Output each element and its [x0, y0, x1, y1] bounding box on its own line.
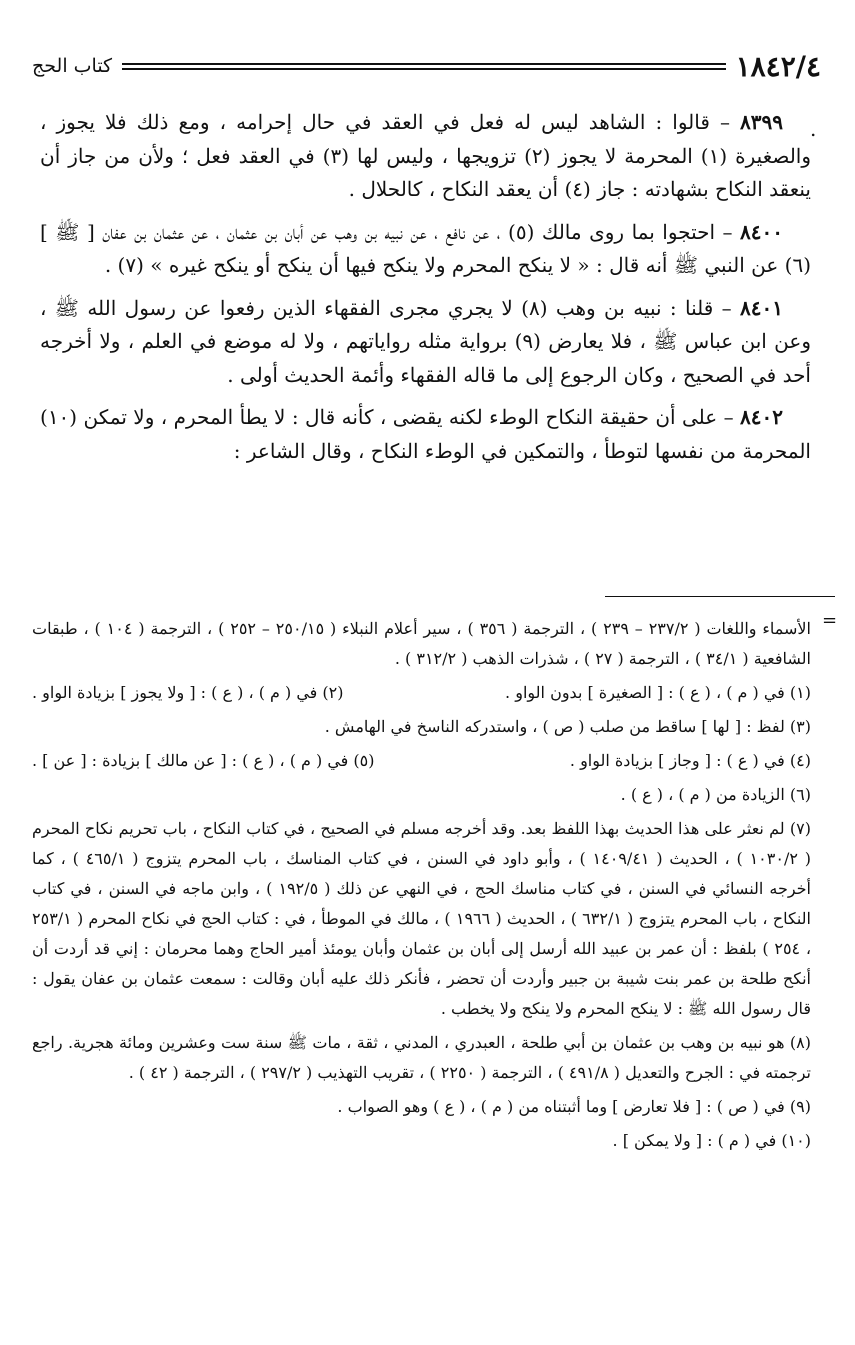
footnote-2: (٢) في ( م ) ، ( ع ) : [ ولا يجوز ] بزيادة الواو .: [32, 683, 344, 702]
footnote-row: [32, 678, 811, 708]
footnote-10: (١٠) في ( م ) : [ ولا يمكن ] .: [612, 1131, 811, 1150]
page-header: [32, 44, 821, 88]
book-title: كتاب الحج: [32, 55, 113, 77]
footnote-5: (٥) في ( م ) ، ( ع ) : [ عن مالك ] بزيادة : [ عن ] .: [32, 751, 375, 770]
paragraph-number: ٨٤٠٠: [740, 219, 783, 244]
footnote-9: (٩) في ( ص ) : [ فلا تعارض ] وما أثبتناه من ( م ) ، ( ع ) وهو الصواب .: [337, 1097, 811, 1116]
footnote-row: [32, 746, 811, 776]
footnote-1: (١) في ( م ) ، ( ع ) : [ الصغيرة ] بدون الواو .: [505, 683, 811, 702]
footnote-4: (٤) في ( ع ) : [ وجاز ] بزيادة الواو .: [569, 751, 811, 770]
footnote-separator: [605, 596, 835, 597]
stray-mark: .: [810, 117, 817, 141]
paragraph-number: ٨٤٠١: [740, 295, 783, 320]
paragraph-8400: [40, 216, 811, 283]
main-text: [40, 106, 811, 477]
paragraph-body: – احتجوا بما روى مالك (٥) ، عن نافع ، عن نبيه بن وهب عن أبان بن عثمان ، عن عثمان بن عفان [ ﷺ ] (٦) عن النبي ﷺ أنه قال : « لا ينكح المحرم ولا ينكح فيها أن ينكح أو ينكح غيره » (٧) .: [40, 219, 811, 277]
paragraph-body: – قلنا : نبيه بن وهب (٨) لا يجري مجرى الفقهاء الذين رفعوا عن رسول الله ﷺ ، وعن ابن عباس ﷺ ، فلا يعارض (٩) برواية مثله رواياتهم ، ولا له موضع في العلم ، ولا أخرجه أحد في الصحيح ، وكان الرجوع إلى ما قاله الفقهاء وأئمة الحديث أولى .: [40, 295, 811, 387]
paragraph-number: ٨٣٩٩: [740, 110, 783, 134]
footnote-7: (٧) لم نعثر على هذا الحديث بهذا اللفظ بعد. وقد أخرجه مسلم في الصحيح ، في كتاب النكاح ، باب تحريم نكاح المحرم ( ١٠٣٠/٢ ) ، الحديث ( ١٤٠٩/٤١ ) ، وأبو داود في السنن ، في كتاب المناسك ، باب المحرم يتزوج ( ٤٦٥/١ ) ، كما أخرجه النسائي في السنن ، في كتاب مناسك الحج ، في النهي عن ذلك ( ١٩٢/٥ ) ، وابن ماجه في السنن ، في كتاب النكاح ، باب المحرم يتزوج ( ٦٣٢/١ ) ، الحديث ( ١٩٦٦ ) ، مالك في الموطأ ، في : كتاب الحج في نكاح المحرم ( ٢٥٣/١ ، ٢٥٤ ) بلفظ : أن عمر بن عبيد الله أرسل إلى أبان بن عثمان وأبان يومئذ أمير الحاج وهما محرمان : إني قد أردت أن أنكح طلحة بن عمر بنت شيبة بن جبير وأردت أن تحضر ، فأنكر ذلك عليه أبان وقالت : سمعت عثمان بن عفان يقول : قال رسول الله ﷺ : لا ينكح المحرم ولا ينكح ولا يخطب .: [32, 819, 812, 1018]
paragraph-body: – قالوا : الشاهد ليس له فعل في العقد في حال إحرامه ، ومع ذلك فلا يجوز ، والصغيرة (١) المحرمة لا يجوز (٢) تزويجها ، وليس لها (٣) في العقد فعل ؛ ولأن من جاز أن ينعقد النكاح بشهادته : جاز (٤) أن يعقد النكاح ، كالحلال .: [40, 110, 811, 201]
header-rule: [122, 63, 725, 70]
footnote-continuation: الأسماء واللغات ( ٢٣٧/٢ – ٢٣٩ ) ، الترجمة ( ٣٥٦ ) ، سير أعلام النبلاء ( ٢٥٠/١٥ – ٢٥٢ ) ، الترجمة ( ١٠٤ ) ، طبقات الشافعية ( ٣٤/١ ) ، الترجمة ( ٢٧ ) ، شذرات الذهب ( ٣١٢/٢ ) .: [32, 619, 811, 668]
footnote-6: (٦) الزيادة من ( م ) ، ( ع ) .: [620, 785, 811, 804]
footnotes: [32, 614, 811, 1160]
footnote-3: (٣) لفظ : [ لها ] ساقط من صلب ( ص ) ، واستدركه الناسخ في الهامش .: [324, 717, 811, 736]
paragraph-8402: [40, 401, 811, 468]
footnote-8: (٨) هو نبيه بن وهب بن عثمان بن أبي طلحة ، العبدري ، المدني ، ثقة ، مات ﷺ سنة ست وعشرين ومائة هجرية. راجع ترجمته في : الجرح والتعديل ( ٤٩١/٨ ) ، الترجمة ( ٢٢٥٠ ) ، تقريب التهذيب ( ٢٩٧/٢ ) ، الترجمة ( ٤٢ ) .: [32, 1033, 811, 1082]
paragraph-8401: [40, 292, 811, 393]
continuation-mark: =: [822, 610, 838, 631]
paragraph-body: – على أن حقيقة النكاح الوطء لكنه يقضى ، كأنه قال : لا يطأ المحرم ، ولا تمكن (١٠) المحرمة من نفسها لتوطأ ، والتمكين في الوطء النكاح ، وقال الشاعر :: [40, 405, 811, 463]
paragraph-number: ٨٤٠٢: [740, 405, 783, 429]
paragraph-8399: [40, 106, 811, 207]
page-number: ١٨٤٢/٤: [735, 49, 821, 83]
